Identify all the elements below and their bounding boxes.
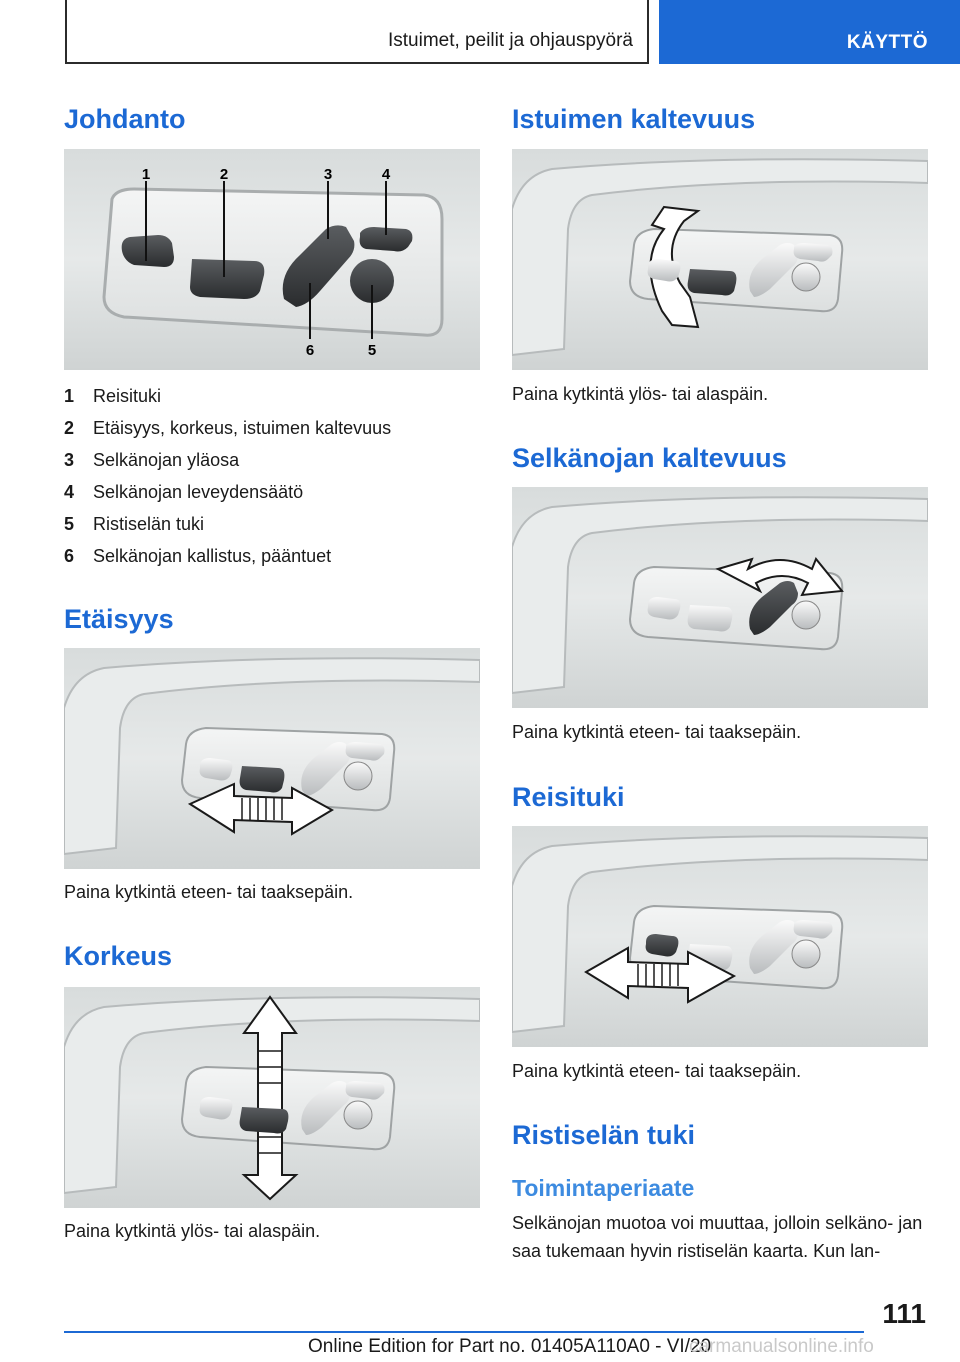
footer-rule: [64, 1331, 864, 1333]
callout-6: 6: [305, 342, 315, 359]
seat-tilt-heading: Istuimen kaltevuus: [512, 104, 756, 134]
legend-text: Selkänojan kallistus, pääntuet: [93, 546, 332, 566]
legend-item: [64, 540, 480, 572]
callout-2: 2: [219, 166, 229, 183]
figure-seat-tilt: [512, 149, 928, 370]
figure-control-overview: [64, 149, 480, 370]
seat-tilt-text: Paina kytkintä ylös- tai alaspäin.: [512, 384, 769, 404]
height-heading: Korkeus: [64, 941, 173, 971]
section-tab-label: KÄYTTÖ: [846, 32, 928, 53]
legend-item: [64, 412, 480, 444]
figure-height: [64, 987, 480, 1208]
principle-subheading: Toimintaperiaate: [512, 1175, 695, 1201]
intro-heading: Johdanto: [64, 104, 186, 134]
legend-number: 2: [64, 418, 75, 438]
callout-4: 4: [381, 166, 391, 183]
legend-text: Selkänojan leveydensäätö: [93, 482, 304, 502]
legend-text: Ristiselän tuki: [93, 514, 205, 534]
callout-3: 3: [323, 166, 333, 183]
section-tab[interactable]: [659, 0, 960, 64]
seat-control-overview-illustration: [64, 149, 480, 370]
backrest-heading: Selkänojan kaltevuus: [512, 443, 787, 473]
callout-5: 5: [367, 342, 377, 359]
seat-tilt-illustration: [512, 149, 928, 370]
legend-text: Etäisyys, korkeus, istuimen kaltevuus: [93, 418, 392, 438]
control-legend: [64, 380, 480, 572]
distance-adjust-illustration: [64, 648, 480, 869]
legend-item: [64, 508, 480, 540]
thigh-support-text: Paina kytkintä eteen- tai taaksepäin.: [512, 1061, 802, 1081]
footer-watermark: carmanualsonline.info: [689, 1336, 874, 1357]
legend-number: 1: [64, 386, 75, 406]
figure-backrest: [512, 487, 928, 708]
thigh-support-illustration: [512, 826, 928, 1047]
header-chapter-box: [65, 0, 649, 64]
legend-item: [64, 380, 480, 412]
height-adjust-illustration: [64, 987, 480, 1208]
principle-text: Selkänojan muotoa voi muuttaa, jolloin selkäno‐ jan saa tukemaan hyvin ristiselän kaarta. Kun lan‐: [512, 1213, 923, 1261]
callout-1: 1: [141, 166, 151, 183]
figure-thigh-support: [512, 826, 928, 1047]
legend-number: 4: [64, 482, 75, 502]
backrest-text: Paina kytkintä eteen- tai taaksepäin.: [512, 722, 802, 742]
distance-heading: Etäisyys: [64, 604, 174, 634]
footer-edition: Online Edition for Part no. 01405A110A0 - VI/20: [308, 1336, 712, 1357]
chapter-title: Istuimet, peilit ja ohjauspyörä: [387, 30, 633, 51]
thigh-support-heading: Reisituki: [512, 782, 625, 812]
legend-text: Selkänojan yläosa: [93, 450, 240, 470]
figure-distance: [64, 648, 480, 869]
legend-number: 5: [64, 514, 75, 534]
legend-item: [64, 444, 480, 476]
lumbar-heading: Ristiselän tuki: [512, 1120, 696, 1150]
backrest-tilt-illustration: [512, 487, 928, 708]
distance-text: Paina kytkintä eteen- tai taaksepäin.: [64, 882, 354, 902]
legend-number: 6: [64, 546, 75, 566]
page-number: 111: [882, 1298, 926, 1329]
legend-item: [64, 476, 480, 508]
legend-text: Reisituki: [93, 386, 162, 406]
legend-number: 3: [64, 450, 75, 470]
height-text: Paina kytkintä ylös- tai alaspäin.: [64, 1221, 321, 1241]
